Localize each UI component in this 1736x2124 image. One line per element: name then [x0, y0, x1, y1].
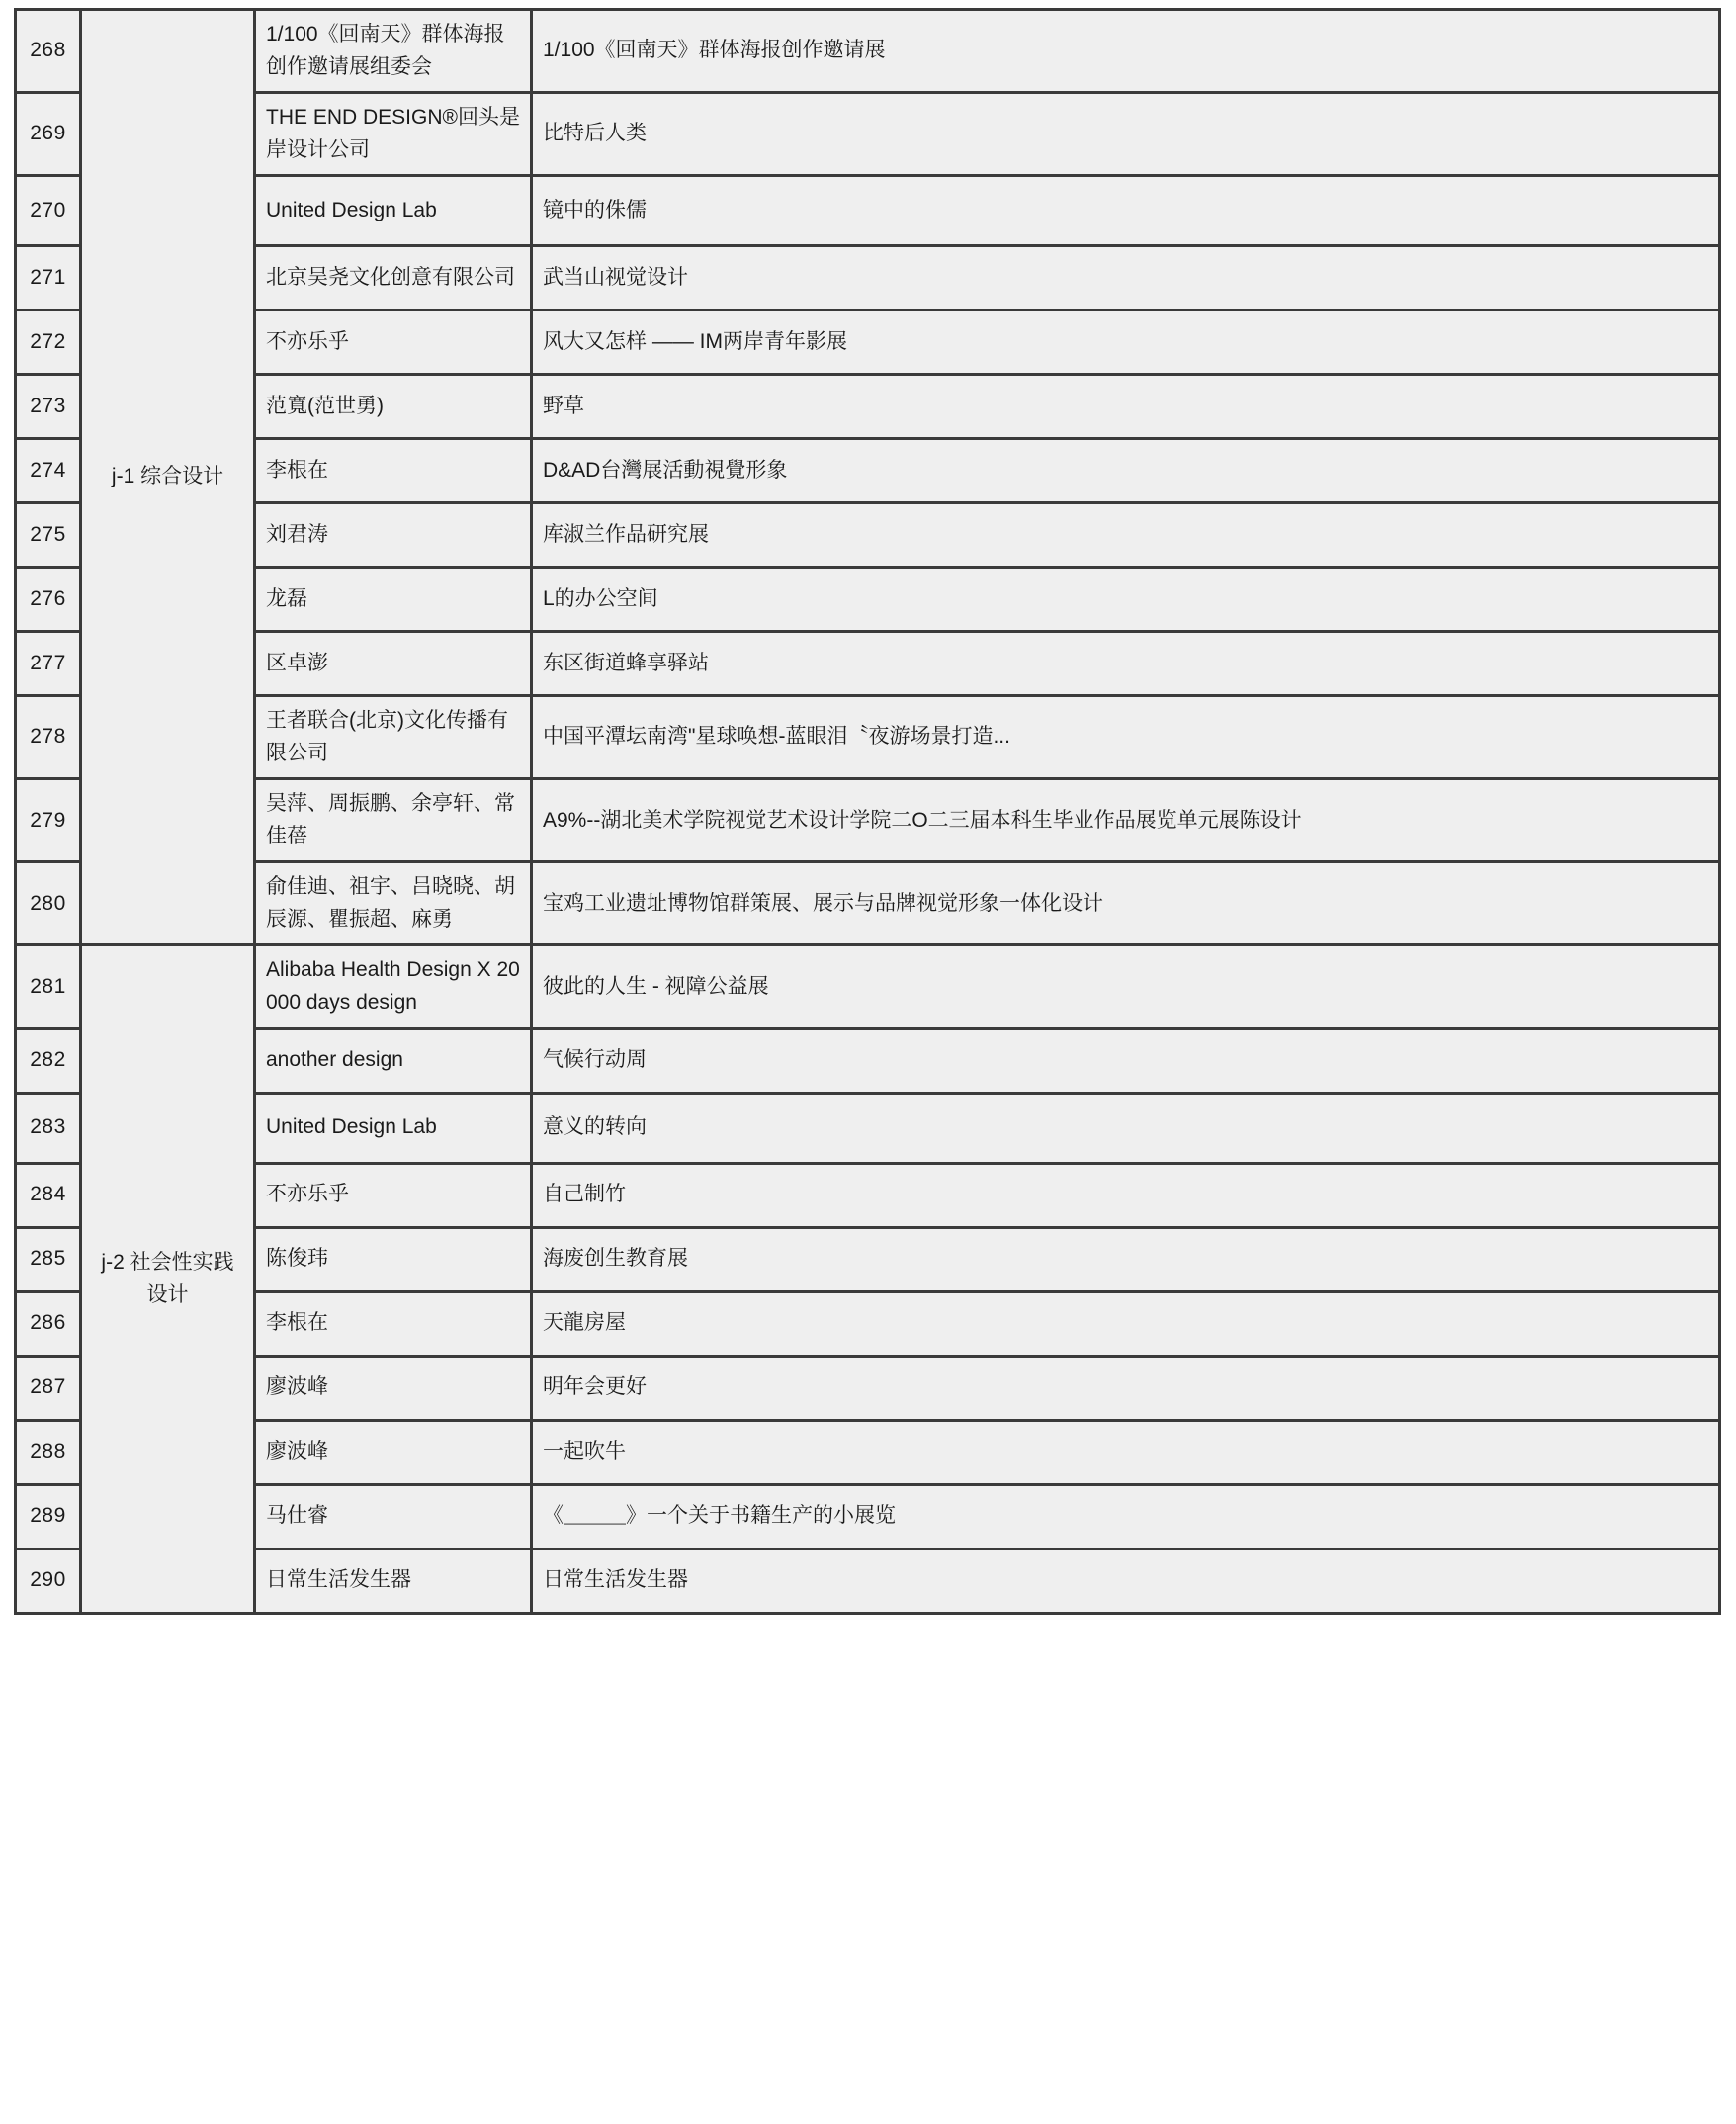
- organization-cell: 日常生活发生器: [255, 1549, 532, 1613]
- exhibition-title-cell: 自己制竹: [532, 1163, 1720, 1227]
- row-number-cell: 286: [16, 1291, 81, 1356]
- row-number-cell: 274: [16, 439, 81, 503]
- row-number-cell: 284: [16, 1163, 81, 1227]
- row-number-cell: 289: [16, 1484, 81, 1549]
- table-row: [16, 375, 1720, 439]
- table-row: [16, 1291, 1720, 1356]
- table-row: [16, 1420, 1720, 1484]
- row-number-cell: 269: [16, 93, 81, 176]
- table-row: [16, 1093, 1720, 1163]
- exhibition-title-cell: 《＿＿＿》一个关于书籍生产的小展览: [532, 1484, 1720, 1549]
- organization-cell: 吴萍、周振鹏、余亭轩、常佳蓓: [255, 779, 532, 862]
- row-number-cell: 285: [16, 1227, 81, 1291]
- organization-cell: 李根在: [255, 439, 532, 503]
- organization-cell: 不亦乐乎: [255, 310, 532, 375]
- exhibition-title-cell: 库淑兰作品研究展: [532, 503, 1720, 568]
- organization-cell: United Design Lab: [255, 176, 532, 246]
- exhibition-title-cell: 1/100《回南天》群体海报创作邀请展: [532, 10, 1720, 93]
- table-row: [16, 1484, 1720, 1549]
- table-row: [16, 1163, 1720, 1227]
- row-number-cell: 273: [16, 375, 81, 439]
- row-number-cell: 281: [16, 945, 81, 1028]
- table-row: [16, 246, 1720, 310]
- exhibition-title-cell: 镜中的侏儒: [532, 176, 1720, 246]
- row-number-cell: 272: [16, 310, 81, 375]
- exhibition-title-cell: 意义的转向: [532, 1093, 1720, 1163]
- exhibition-title-cell: 宝鸡工业遗址博物馆群策展、展示与品牌视觉形象一体化设计: [532, 862, 1720, 945]
- row-number-cell: 282: [16, 1028, 81, 1093]
- exhibition-title-cell: 彼此的人生 - 视障公益展: [532, 945, 1720, 1028]
- table-row: [16, 945, 1720, 1028]
- row-number-cell: 278: [16, 696, 81, 779]
- exhibition-title-cell: A9%--湖北美术学院视觉艺术设计学院二O二三届本科生毕业作品展览单元展陈设计: [532, 779, 1720, 862]
- table-row: [16, 1227, 1720, 1291]
- table-row: [16, 1356, 1720, 1420]
- organization-cell: United Design Lab: [255, 1093, 532, 1163]
- row-number-cell: 287: [16, 1356, 81, 1420]
- table-row: [16, 632, 1720, 696]
- organization-cell: 陈俊玮: [255, 1227, 532, 1291]
- organization-cell: another design: [255, 1028, 532, 1093]
- table-body: [16, 10, 1720, 1614]
- table-row: [16, 568, 1720, 632]
- table-row: [16, 779, 1720, 862]
- organization-cell: 范寬(范世勇): [255, 375, 532, 439]
- exhibition-title-cell: D&AD台灣展活動視覺形象: [532, 439, 1720, 503]
- row-number-cell: 280: [16, 862, 81, 945]
- table-row: [16, 1549, 1720, 1613]
- organization-cell: 廖波峰: [255, 1420, 532, 1484]
- row-number-cell: 290: [16, 1549, 81, 1613]
- organization-cell: 俞佳迪、祖宇、吕晓晓、胡辰源、瞿振超、麻勇: [255, 862, 532, 945]
- exhibition-title-cell: 一起吹牛: [532, 1420, 1720, 1484]
- exhibition-title-cell: 东区街道蜂享驿站: [532, 632, 1720, 696]
- table-row: [16, 10, 1720, 93]
- organization-cell: 不亦乐乎: [255, 1163, 532, 1227]
- category-cell-j-1: j-1 综合设计: [81, 10, 255, 945]
- exhibition-title-cell: 风大又怎样 —— IM两岸青年影展: [532, 310, 1720, 375]
- organization-cell: 1/100《回南天》群体海报创作邀请展组委会: [255, 10, 532, 93]
- table-row: [16, 696, 1720, 779]
- organization-cell: 廖波峰: [255, 1356, 532, 1420]
- table-row: [16, 310, 1720, 375]
- table-row: [16, 862, 1720, 945]
- row-number-cell: 279: [16, 779, 81, 862]
- table-row: [16, 176, 1720, 246]
- exhibition-title-cell: 武当山视觉设计: [532, 246, 1720, 310]
- exhibition-title-cell: 日常生活发生器: [532, 1549, 1720, 1613]
- row-number-cell: 270: [16, 176, 81, 246]
- exhibition-title-cell: 气候行动周: [532, 1028, 1720, 1093]
- organization-cell: 王者联合(北京)文化传播有限公司: [255, 696, 532, 779]
- exhibition-entries-table: [14, 8, 1721, 1615]
- table-row: [16, 93, 1720, 176]
- row-number-cell: 277: [16, 632, 81, 696]
- table-row: [16, 439, 1720, 503]
- exhibition-title-cell: 明年会更好: [532, 1356, 1720, 1420]
- exhibition-title-cell: 比特后人类: [532, 93, 1720, 176]
- organization-cell: 马仕睿: [255, 1484, 532, 1549]
- category-cell-j-2: j-2 社会性实践设计: [81, 945, 255, 1613]
- row-number-cell: 268: [16, 10, 81, 93]
- exhibition-title-cell: 海废创生教育展: [532, 1227, 1720, 1291]
- organization-cell: 区卓澎: [255, 632, 532, 696]
- row-number-cell: 271: [16, 246, 81, 310]
- organization-cell: 北京吴尧文化创意有限公司: [255, 246, 532, 310]
- organization-cell: 龙磊: [255, 568, 532, 632]
- organization-cell: 刘君涛: [255, 503, 532, 568]
- organization-cell: THE END DESIGN®回头是岸设计公司: [255, 93, 532, 176]
- organization-cell: 李根在: [255, 1291, 532, 1356]
- table-row: [16, 503, 1720, 568]
- row-number-cell: 276: [16, 568, 81, 632]
- table-row: [16, 1028, 1720, 1093]
- exhibition-title-cell: 中国平潭坛南湾"星球唤想-蓝眼泪〝夜游场景打造...: [532, 696, 1720, 779]
- row-number-cell: 275: [16, 503, 81, 568]
- exhibition-title-cell: 天龍房屋: [532, 1291, 1720, 1356]
- row-number-cell: 283: [16, 1093, 81, 1163]
- organization-cell: Alibaba Health Design X 20000 days design: [255, 945, 532, 1028]
- exhibition-title-cell: 野草: [532, 375, 1720, 439]
- row-number-cell: 288: [16, 1420, 81, 1484]
- exhibition-title-cell: L的办公空间: [532, 568, 1720, 632]
